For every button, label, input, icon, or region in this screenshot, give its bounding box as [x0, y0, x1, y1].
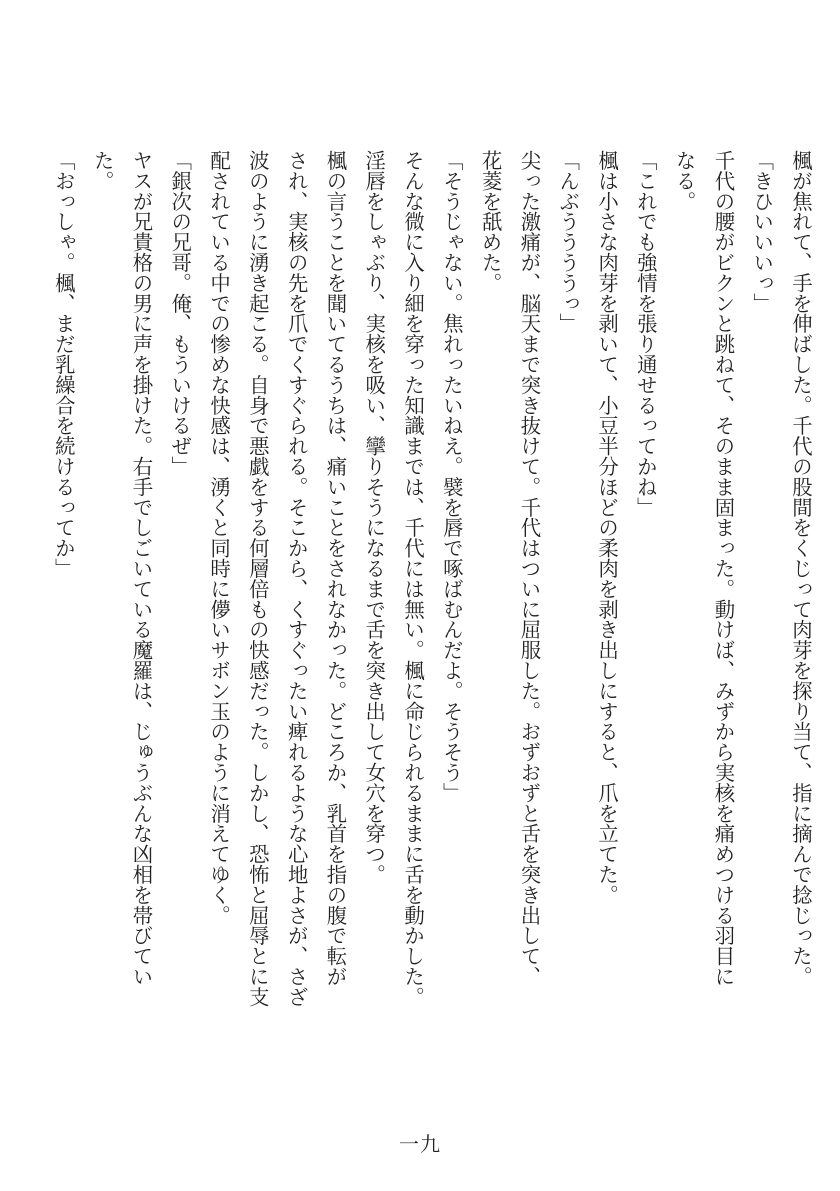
text-column: 「これでも強情を張り通せるってかね」: [633, 150, 658, 518]
text-column: 花菱を舐めた。: [478, 150, 503, 293]
text-column: 「んぶううううっ」: [556, 150, 581, 334]
text-column: 配されている中での惨めな快感は、湧くと同時に儚いサボン玉のように消えてゆく。: [207, 150, 232, 926]
text-column: 「きひいいいっ」: [750, 150, 775, 314]
text-column: 千代の腰がビクンと跳ねて、そのまま固まった。動けば、みずから実核を痛めつける羽目に: [711, 150, 736, 987]
text-column: 楓が焦れて、手を伸ばした。千代の股間をくじって肉芽を探り当て、指に摘んで捻じった。: [789, 150, 813, 987]
text-column: され、実核の先を爪でくすぐられる。そこから、くすぐったい痺れるような心地よさが、さざ: [284, 150, 309, 1007]
text-column: ヤスが兄貴格の男に声を掛けた。右手でしごいている魔羅は、じゅうぶんな凶相を帯びてい: [129, 150, 154, 987]
text-column: 「そうじゃない。焦れったいねえ。襞を唇で啄ばむんだよ。そうそう」: [439, 150, 464, 803]
text-column: た。: [90, 150, 115, 191]
body-text: [44, 150, 820, 1010]
text-column: 尖った激痛が、脳天まで突き抜けて。千代はついに屈服した。おずおずと舌を突き出して、: [517, 150, 542, 987]
text-column: 「銀次の兄哥。俺、もういけるぜ」: [168, 150, 193, 477]
page-number: 一九: [399, 1132, 441, 1156]
text-column: 楓の言うことを聞いてるうちは、痛いことをされなかった。どころか、乳首を指の腹で転が: [323, 150, 348, 987]
text-column: 波のように湧き起こる。自身で悪戯をする何層倍もの快感だった。しかし、恐怖と屈辱とに支: [245, 150, 270, 1007]
text-column: 「おっしゃ。楓、まだ乳繰合を続けるってか」: [51, 150, 76, 579]
text-column: 楓は小さな肉芽を剥いて、小豆半分ほどの柔肉を剥き出しにすると、爪を立てた。: [595, 150, 620, 905]
text-column: なる。: [672, 150, 697, 212]
text-column: そんな微に入り細を穿った知識までは、千代には無い。楓に命じられるままに舌を動かした。: [401, 150, 426, 1007]
text-column: 淫唇をしゃぶり、実核を吸い、攣りそうになるまで舌を突き出して女穴を穿つ。: [362, 150, 387, 885]
